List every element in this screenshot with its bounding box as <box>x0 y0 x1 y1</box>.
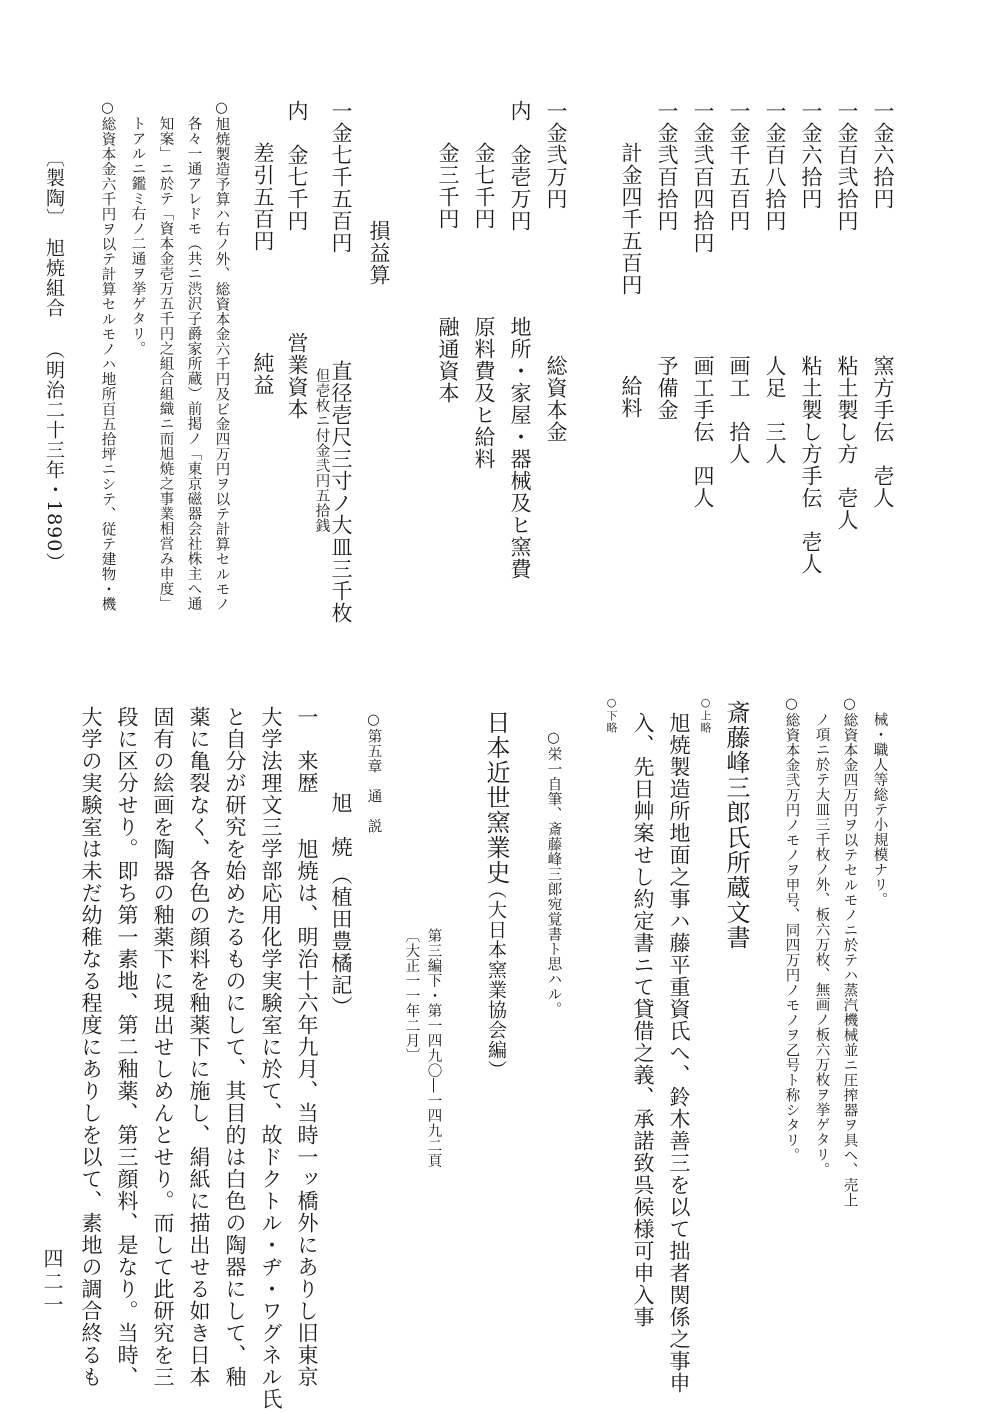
capital-item: 融通資本 <box>436 316 460 404</box>
note-line: ○総資本金弐万円ノモノヲ甲号、同四万円ノモノヲ乙号ト称シタリ。 <box>783 696 800 1163</box>
letter-omission-before: ○上略 <box>699 696 712 734</box>
book-publisher: （大日本窯業協会編） <box>485 880 507 1080</box>
budget-amount: 一金弐百四拾円 <box>691 100 715 254</box>
body-line: と自分が研究を始めたるものにして、其目的は白色の陶器にして、釉 <box>223 706 247 1388</box>
body-line: 固有の絵画を陶器の釉薬下に現出せしめんとせり。而して此研究を三 <box>151 706 175 1388</box>
budget-amount: 一金百弐拾円 <box>835 100 859 232</box>
budget-item: 窯方手伝 壱人 <box>871 355 895 509</box>
budget-item: 画工手伝 四人 <box>691 355 715 509</box>
capital-item: 地所・家屋・器械及ヒ窯費 <box>508 316 532 580</box>
letter-note: ○栄一自筆、斎藤峰三郎宛覚書ト思ハル。 <box>545 730 562 1017</box>
profit-item: 純益 <box>251 352 275 396</box>
profit-amount: 差引五百円 <box>251 142 275 252</box>
profit-amount: 一金七千五百円 <box>329 100 353 254</box>
section-title: 旭 焼 <box>329 792 353 858</box>
book-title: 日本近世窯業史 <box>482 710 510 885</box>
body-line: 一 来歴 旭焼は、明治十六年九月、当時一ッ橋外にありし旧東京 <box>295 706 319 1388</box>
note-line: 各々一通アレドモ（共ニ渋沢子爵家所蔵）前掲ノ「東京磁器会社株主へ通 <box>185 116 202 611</box>
budget-amount: 一金弐百拾円 <box>655 100 679 232</box>
note-line: トアルニ鑑ミ右ノ二通ヲ挙ゲタリ。 <box>129 116 146 356</box>
note-line: 知案」ニ於テ「資本金壱万五千円之組合組織ニ而旭焼之事業相営み申度」 <box>157 116 174 611</box>
budget-amount: 一金千五百円 <box>727 100 751 232</box>
capital-amount: 金三千円 <box>436 142 460 230</box>
chapter-heading: ○第五章 通 説 <box>365 712 382 834</box>
body-line: 段に区分せり。即ち第一素地、第二釉薬、第三顔料、是なり。当時、 <box>115 706 139 1388</box>
budget-amount: 一金六拾円 <box>799 100 823 210</box>
source-label: 〔製陶〕 <box>43 148 65 228</box>
source-year: （明治二十三年・1890） <box>43 340 65 573</box>
capital-amount: 金七千円 <box>472 142 496 230</box>
budget-item: 予備金 <box>655 355 679 421</box>
note-line: ○旭焼製造予算ハ右ノ外、総資本金六千円及ビ金四万円ヲ以テ計算セルモノ <box>213 100 230 612</box>
budget-item: 人足 三人 <box>763 355 787 465</box>
body-line: 大学の実験室は未だ幼稚なる程度にありしを以て、素地の調合終るも <box>79 706 103 1388</box>
capital-amount: 一金弐万円 <box>544 100 568 210</box>
note-line: ○総資本金四万円ヲ以テセルモノニ於テハ蒸汽機械並ニ圧搾器ヲ具ヘ、売上 <box>841 696 858 1208</box>
profit-amount: 内 金七千円 <box>285 100 309 232</box>
capital-amount: 内 金壱万円 <box>508 100 532 232</box>
profit-item: 直径壱尺三寸ノ大皿三千枚 <box>329 360 353 624</box>
page-number: 四二一 <box>40 1248 64 1317</box>
letter-line: 入、先日艸案せし約定書ニて貸借之義、承諾致呉候様可申入事 <box>631 712 655 1328</box>
profit-note: 但壱枚ニ付金弐円五拾銭 <box>313 368 330 533</box>
book-reference: 第三編下・第一四九〇―一四九二頁 <box>425 928 442 1168</box>
budget-item: 粘土製し方 壱人 <box>835 355 859 531</box>
budget-item: 粘土製し方手伝 壱人 <box>799 355 823 575</box>
profit-item: 営業資本 <box>285 332 309 420</box>
capital-item: 原料費及ヒ給料 <box>472 316 496 470</box>
profit-heading: 損益算 <box>367 220 391 286</box>
letter-line: 旭焼製造所地面之事ハ藤平重資氏へ、鈴木善三を以て拙者関係之事申 <box>667 712 691 1394</box>
letter-heading: 斎藤峰三郎氏所蔵文書 <box>722 700 750 950</box>
body-line: 大学法理文三学部応用化学実験室に於て、故ドクトル・ヂ・ワグネル氏 <box>259 706 283 1410</box>
book-date: 〔大正一一年二月〕 <box>403 928 420 1063</box>
letter-omission-after: ○下略 <box>605 696 618 734</box>
body-line: 薬に亀裂なく、各色の顔料を釉薬下に施し、絹紙に描出せる如き日本 <box>187 706 211 1388</box>
note-line: ○総資本金六千円ヲ以テ計算セルモノハ地所百五拾坪ニシテ、従テ建物・機 <box>99 100 116 612</box>
section-author: （植田豊橘記） <box>329 864 353 1018</box>
budget-total: 計金四千五百円 <box>619 142 643 296</box>
budget-item: 画工 拾人 <box>727 355 751 465</box>
capital-item: 総資本金 <box>544 355 568 443</box>
source-title: 旭焼組合 <box>43 238 65 318</box>
budget-amount: 一金百八拾円 <box>763 100 787 232</box>
note-line: ノ項ニ於テ大皿三千枚ノ外、板六万枚、無画ノ板六万枚ヲ挙ゲタリ。 <box>813 712 830 1177</box>
budget-item: 給料 <box>619 375 643 419</box>
note-line: 械・職人等総テ小規模ナリ。 <box>871 712 888 907</box>
budget-amount: 一金六拾円 <box>871 100 895 210</box>
